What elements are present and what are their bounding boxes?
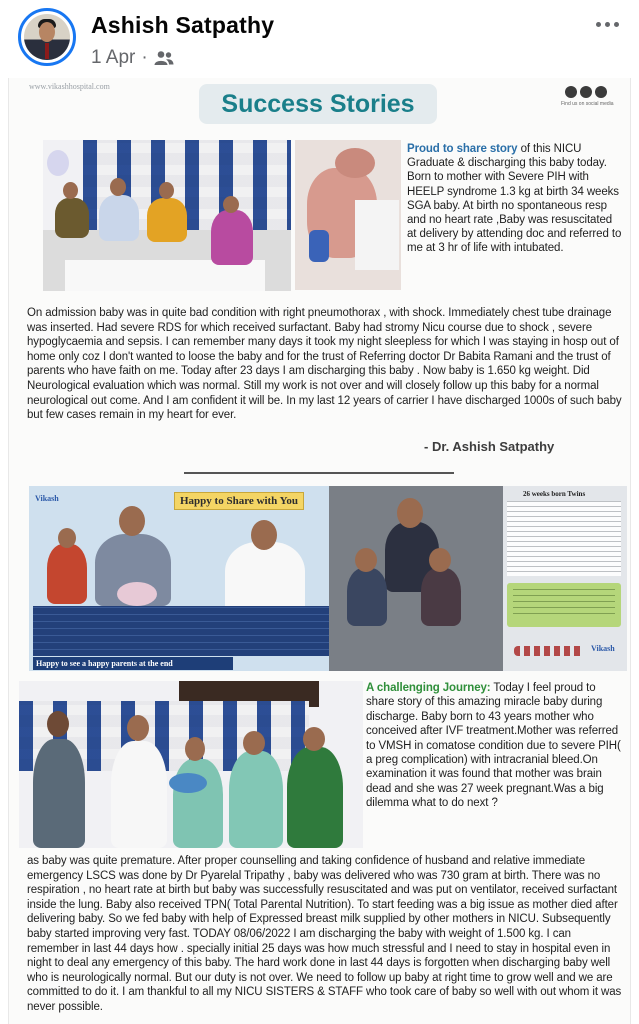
story1-baby-photo	[295, 140, 401, 290]
signature: - Dr. Ashish Satpathy	[424, 439, 555, 454]
twins-caption: 26 weeks born Twins	[523, 490, 586, 498]
happy-banner: Happy to Share with You	[174, 492, 304, 510]
post-meta	[91, 47, 174, 69]
social-icon	[595, 86, 607, 98]
divider	[184, 472, 454, 474]
vikash-logo-2: Vikash	[591, 644, 615, 653]
quote-box	[507, 583, 621, 627]
happy-collage	[29, 486, 627, 671]
story2-intro	[366, 681, 623, 811]
story2-lead: A challenging Journey:	[366, 682, 491, 694]
story2-intro-text: Today I feel proud to share story of this amazing miracle baby during discharge. Baby born to 43 years mother who conceived after IVF treatment.Mother was referred to VMSH in comatose condition due to severe PIH( a preg complication) with intracranial bleed.On examination it was found that mother was brain dead and she was 27 week pregnant.Was a big dilemma what to do next ?	[366, 682, 621, 810]
social-caption: Find us on social media	[561, 101, 614, 107]
decoration-row	[514, 646, 584, 656]
meta-separator: ·	[141, 47, 148, 68]
social-icons	[565, 86, 607, 98]
story1-body: On admission baby was in quite bad condition with right pneumothorax , with shock. Immediately chest tube drainage was inserted. Had severe RDS for which received surfactant. Baby had stromy Nicu course due to shock , severe hypoglycaemia and sepsis. I can remember many days it took my night sleepless for which I was staying in hosp out of home only coz I don't wanted to loose the baby and for the trust of Referring doctor Dr Babita Ramani and the trust of parents who have faith on me. Today after 23 days I am discharging this baby . Now baby is 1.650 kg weight. Did Neurological evaluation which was normal. Still my work is not over and will closely follow up this baby for a normal neurological out come. And I am confident it will be. In my last 12 years of carrier I have discharged 1000s of such baby but few cases remain in my heart for ever.	[27, 307, 622, 422]
newsletter-title-box	[199, 84, 437, 124]
social-icon	[565, 86, 577, 98]
story1-intro	[407, 142, 623, 256]
newsletter-title: Success Stories	[221, 89, 415, 118]
more-options-button[interactable]	[590, 14, 624, 34]
story2-body: as baby was quite premature. After proper counselling and taking confidence of husband and relative immediate emergency LSCS was done by Dr Pyarelal Tripathy , baby was delivered who was 730 gram at birth. There was no respiration , no heart rate at birth but baby was successfully resuscitated and was put on ventilator, received surfactant inside the lung. Baby also received TPN( Total Parental Nutrition). To start feeding was a big issue as mother died after delivering baby. So we fed baby with help of Expressed breast milk supplied by other mothers in NICU. Subsequently baby started improving very fast. TODAY 08/06/2022 I am discharging the baby with weight of 1.500 kg. I can remember in last 44 days how . specially initial 25 days was how much stressful and I need to stay in hospital even in night to deal any emergency of this baby. The hard work done in last 44 days is forgotten when discharging baby well who is neurologically normal. But our duty is not over. We need to follow up baby at right time to grow well and we are committed to do it. I am thankful to all my NICU SISTERS & STAFF who took care of baby so well with out whom it was never possible.	[27, 855, 622, 1013]
friends-icon[interactable]	[154, 50, 174, 66]
twins-text-block	[507, 501, 621, 576]
happy-footer: Happy to see a happy parents at the end	[33, 657, 233, 670]
post-image[interactable]	[8, 78, 631, 1024]
more-dots-icon	[596, 22, 601, 27]
story1-group-photo	[43, 140, 291, 291]
post-date[interactable]: 1 Apr	[91, 47, 136, 68]
social-icon	[580, 86, 592, 98]
story2-group-photo	[19, 681, 363, 848]
story1-lead: Proud to share story	[407, 143, 518, 155]
story1-intro-text: of this NICU Graduate & discharging this baby today. Born to mother with Severe PIH with HEELP syndrome 1.3 kg at birth 34 weeks SGA baby. At birth no spontaneous resp and no heart rate ,Baby was resuscitated at delivery by attending doc and referred to me at 3 hr of life with intubated.	[407, 143, 622, 255]
newsletter-url: www.vikashhospital.com	[29, 82, 110, 91]
avatar-photo	[24, 14, 70, 60]
post-header	[0, 0, 639, 78]
vikash-logo: Vikash	[35, 494, 59, 503]
author-name[interactable]: Ashish Satpathy	[91, 12, 275, 38]
avatar[interactable]	[18, 8, 76, 66]
